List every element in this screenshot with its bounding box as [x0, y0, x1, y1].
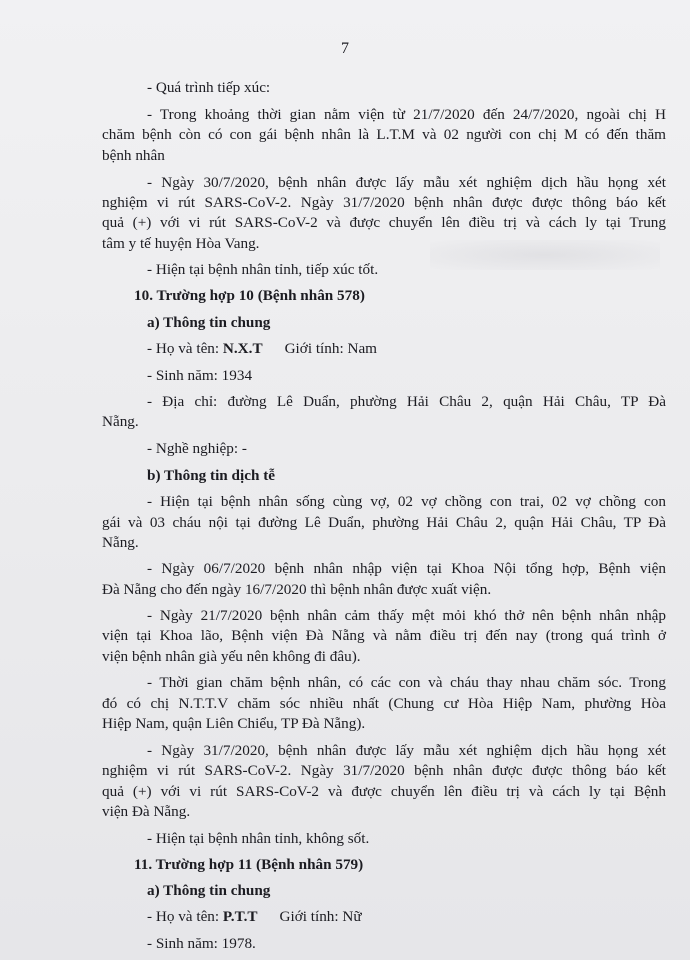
text-line: - Ngày 21/7/2020 bệnh nhân cảm thấy mệt mỏi khó thở nên bệnh nhân nhập	[147, 607, 666, 625]
text-line: - Ngày 30/7/2020, bệnh nhân được lấy mẫu xét nghiệm dịch hầu họng xét	[147, 173, 666, 191]
gender: Giới tính: Nam	[284, 339, 377, 357]
text-line: viện tại Khoa lão, Bệnh viện Đà Nẵng và nằm điều trị đến nay (trong quá trình ở	[102, 627, 666, 645]
name-label: - Họ và tên:	[147, 339, 223, 357]
text-line: nghiệm vi rút SARS-CoV-2. Ngày 31/7/2020 bệnh nhân được được thông báo kết	[102, 193, 666, 211]
text-line: - Thời gian chăm bệnh nhân, có các con và cháu thay nhau chăm sóc. Trong	[147, 674, 666, 692]
subsection-heading: a) Thông tin chung	[147, 882, 271, 900]
text-line: quả (+) với vi rút SARS-CoV-2 và được chuyển lên điều trị và cách ly tại Trung	[102, 213, 666, 231]
text-line: Đà Nẵng cho đến ngày 16/7/2020 thì bệnh nhân được xuất viện.	[102, 580, 492, 598]
text-line: - Hiện tại bệnh nhân tỉnh, tiếp xúc tốt.	[147, 260, 379, 278]
page-number: 7	[341, 40, 349, 57]
text-line: gái và 03 cháu nội tại đường Lê Duẩn, phường Hải Châu 2, quận Hải Châu, TP Đà	[102, 513, 666, 531]
text-line: - Quá trình tiếp xúc:	[147, 79, 271, 97]
text-line: - Hiện tại bệnh nhân sống cùng vợ, 02 vợ chồng con trai, 02 vợ chồng con	[147, 492, 666, 510]
text-line: - Trong khoảng thời gian nằm viện từ 21/7/2020 đến 24/7/2020, ngoài chị H	[147, 105, 666, 123]
text-line: - Sinh năm: 1978.	[147, 934, 256, 952]
text-line: nghiệm vi rút SARS-CoV-2. Ngày 31/7/2020 bệnh nhân được được thông báo kết	[102, 761, 666, 779]
text-line: chăm bệnh còn có con gái bệnh nhân là L.T.M và 02 người con chị M có đến thăm	[102, 125, 666, 143]
gender: Giới tính: Nữ	[279, 908, 362, 926]
text-line: bệnh nhân	[102, 146, 165, 164]
text-line: - Sinh năm: 1934	[147, 366, 253, 384]
text-line: - Ngày 31/7/2020, bệnh nhân được lấy mẫu xét nghiệm dịch hầu họng xét	[147, 741, 666, 759]
text-line: đó có chị N.T.T.V chăm sóc nhiều nhất (Chung cư Hòa Hiệp Nam, phường Hòa	[102, 695, 666, 713]
text-line: quả (+) với vi rút SARS-CoV-2 và được chuyển lên điều trị và cách ly tại Bệnh	[102, 782, 666, 800]
text-line: - Địa chỉ: đường Lê Duẩn, phường Hải Châu 2, quận Hải Châu, TP Đà	[147, 393, 666, 411]
patient-name: P.T.T	[222, 908, 258, 926]
section-heading: 10. Trường hợp 10 (Bệnh nhân 578)	[134, 287, 365, 305]
text-line: viện Đà Nẵng.	[102, 803, 191, 821]
text-line: Nẵng.	[102, 413, 139, 431]
text-line: - Nghề nghiệp: -	[147, 440, 247, 458]
text-line: viện bệnh nhân già yếu nên không đi đâu).	[102, 648, 361, 666]
subsection-heading: a) Thông tin chung	[147, 314, 271, 332]
name-line	[147, 339, 377, 359]
subsection-heading: b) Thông tin dịch tễ	[147, 466, 276, 484]
text-line: Nẵng.	[102, 533, 139, 551]
text-line: Hiệp Nam, quận Liên Chiểu, TP Đà Nẵng).	[102, 715, 366, 733]
section-heading: 11. Trường hợp 11 (Bệnh nhân 579)	[134, 855, 364, 873]
text-line: - Hiện tại bệnh nhân tỉnh, không sốt.	[147, 829, 370, 847]
name-line	[147, 907, 362, 927]
patient-name: N.X.T	[222, 339, 263, 357]
text-line: tâm y tế huyện Hòa Vang.	[102, 234, 260, 252]
name-label: - Họ và tên:	[147, 908, 223, 926]
text-line: - Ngày 06/7/2020 bệnh nhân nhập viện tại Khoa Nội tổng hợp, Bệnh viện	[147, 560, 666, 578]
scan-smudge	[430, 240, 660, 270]
